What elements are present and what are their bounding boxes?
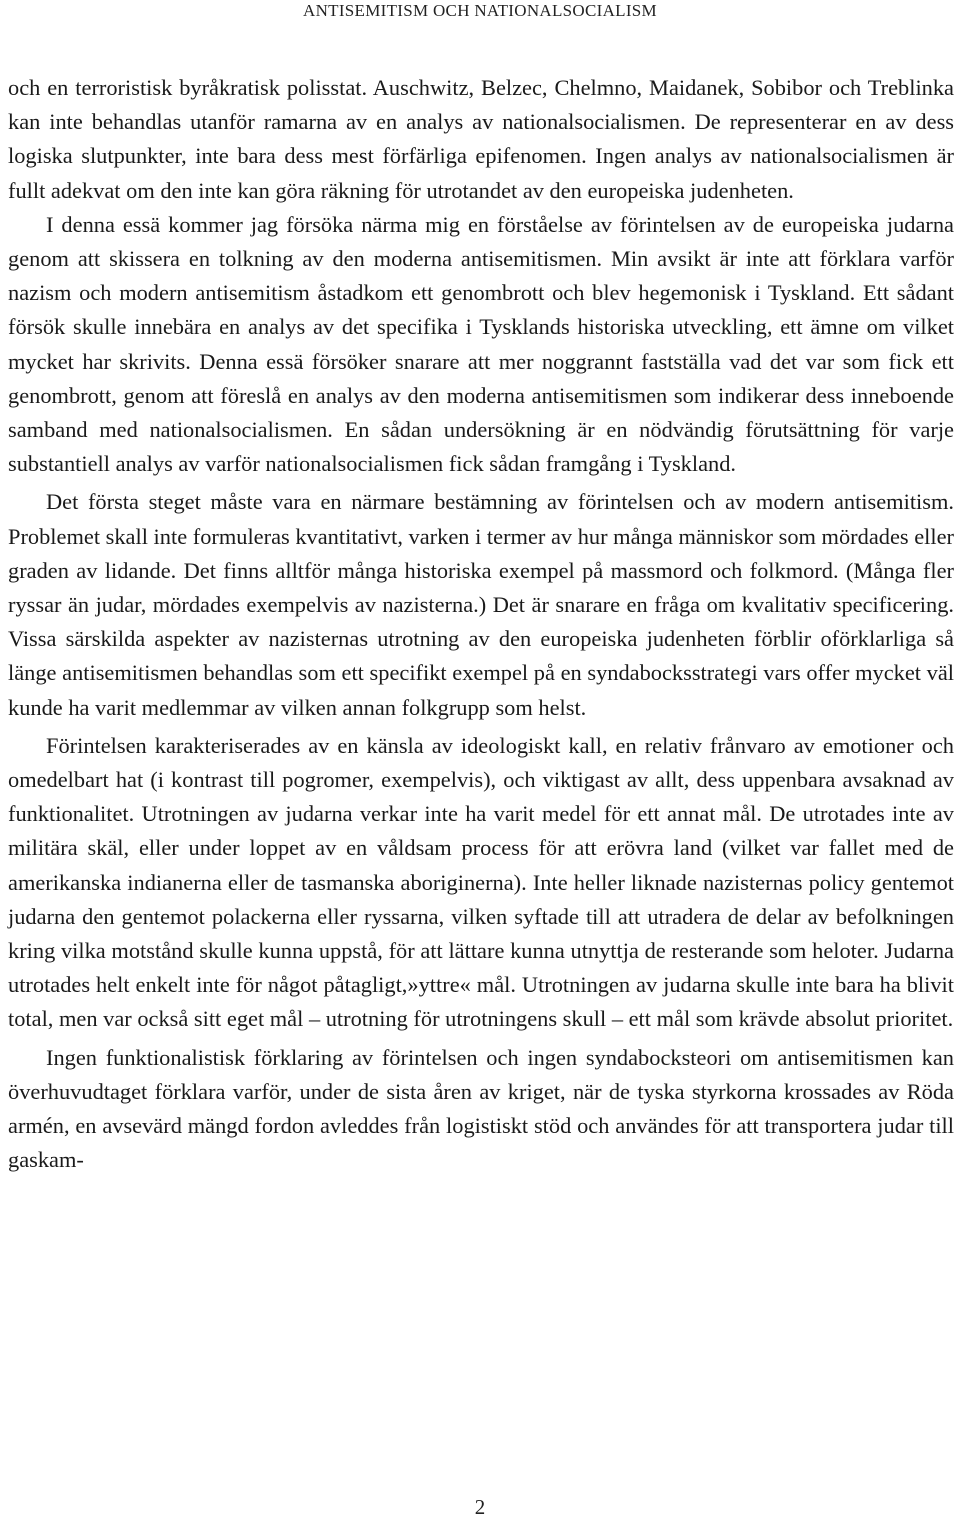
paragraph-essay-purpose: I denna essä kommer jag försöka närma mig en förståelse av förintelsen av de europeiska judarna genom att skissera en tolkning av den moderna antisemitismen. Min avsikt är inte att förklara varför nazism och modern antisemitism åstadkom ett genombrott och blev hegemonisk i Tyskland. Ett sådant försök skulle innebära en analys av det specifika i Tysklands historiska utveckling, ett ämne om vilket mycket har skrivits. Denna essä försöker snarare att mer noggrannt fastställa vad det var som fick ett genombrott, genom att föreslå en analys av den moderna antisemitismen som indikerar dess inneboende samband med nationalsocialismen. En sådan undersökning är en nödvändig förutsättning för varje substantiell analys av varför nationalsocialismen fick sådan framgång i Tyskland.	[8, 211, 954, 477]
paragraph-functionalist-explanation: Ingen funktionalistisk förklaring av förintelsen och ingen syndabocksteori om antisemitismen kan överhuvudtaget förklara varför, under de sista åren av kriget, när de tyska styrkorna krossades av Röda armén, en avsevärd mängd fordon avleddes från logistiskt stöd och användes för att transportera judar till gaskam-	[8, 1044, 954, 1173]
paragraph-holocaust-characterization: Förintelsen karakteriserades av en känsla av ideologiskt kall, en relativ frånvaro av emotioner och omedelbart hat (i kontrast till pogromer, exempelvis), och viktigast av allt, dess uppenbara avsaknad av funktionalitet. Utrotningen av judarna verkar inte ha varit medel för ett annat mål. De utrotades inte av militära skäl, eller under loppet av en våldsam process för att erövra land (vilket var fallet med de amerikanska indianerna eller de tasmanska aboriginerna). Inte heller liknade nazisternas policy gentemot judarna den gentemot polackerna eller ryssarna, vilken syftade till att utradera de delar av befolkningen kring vilka motstånd skulle kunna uppstå, för att lättare kunna utnyttja de resterande som heloter. Judarna utrotades helt enkelt inte för något påtagligt,»yttre« mål. Utrotningen av judarna skulle inte bara ha blivit total, men var också sitt eget mål – utrotning för utrotningens skull – ett mål som krävde absolut prioritet.	[8, 732, 954, 1032]
page-number: 2	[474, 1495, 486, 1519]
paragraph-continuation: och en terroristisk byråkratisk polisstat. Auschwitz, Belzec, Chelmno, Maidanek, Sobibor och Treblinka kan inte behandlas utanför ramarna av en analys av nationalsocialismen. De representerar en av dess logiska slutpunkter, inte bara dess mest förfärliga epifenomen. Ingen analys av nationalsocialismen är fullt adekvat om den inte kan göra räkning för utrotandet av den europeiska judenheten.	[8, 75, 954, 203]
body-text	[8, 71, 954, 1178]
running-header: ANTISEMITISM OCH NATIONALSOCIALISM	[303, 1, 657, 20]
paragraph-first-step: Det första steget måste vara en närmare bestämning av förintelsen och av modern antisemitism. Problemet skall inte formuleras kvantitativt, varken i termer av hur många människor som mördades eller graden av lidande. Det finns alltför många historiska exempel på massmord och folkmord. (Många fler ryssar än judar, mördades exempelvis av nazisterna.) Det är snarare en fråga om kvalitativ specificering. Vissa särskilda aspekter av nazisternas utrotning av den europeiska judenheten förblir oförklarliga så länge antisemitismen behandlas som ett specifikt exempel på en syndabocksstrategi vars offer mycket väl kunde ha varit medlemmar av vilken annan folkgrupp som helst.	[8, 489, 954, 720]
